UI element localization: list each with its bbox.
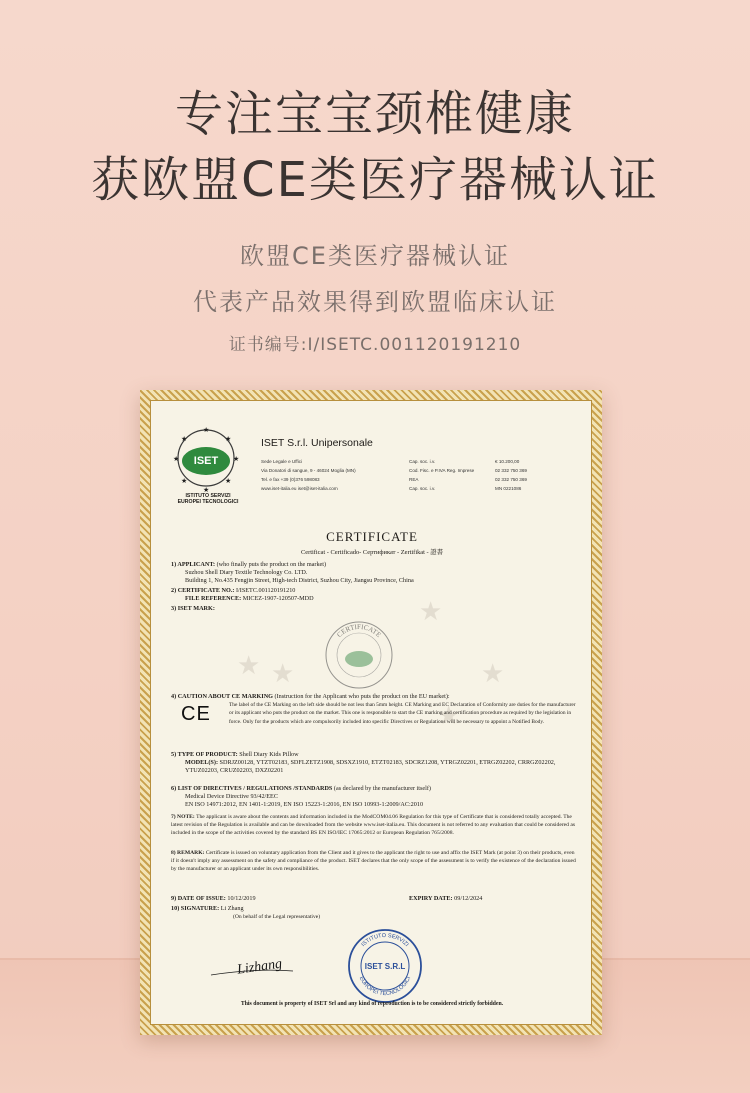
seal-text: CERTIFICATE	[335, 622, 383, 640]
background-star-icon: ★	[419, 597, 443, 627]
certificate-title: CERTIFICATE	[326, 529, 418, 544]
certificate-frame	[140, 390, 602, 1035]
section-applicant: 1) APPLICANT: (who finally puts the product on the market) Suzhou Shell Diary Textile Technology Co. LTD. Building 1, No.435 Fengjin Street, High-tech District, Suzhou City, Jiangsu Province, China	[171, 561, 414, 585]
svg-text:CERTIFICATE	[335, 623, 382, 639]
background-star-icon: ★	[437, 701, 461, 731]
svg-text:★: ★	[233, 455, 240, 463]
subtitle-line1: 欧盟CE类医疗器械认证	[240, 242, 510, 270]
header-address-column: Sede Legale e Uffici Via Donatori di sangue, 9 - 46024 Moglia (MN) Tel. e fax +39 (0)376 598083 www.iset-italia.eu iset@iset-italia.com	[261, 459, 356, 491]
svg-text:ISET S.R.L: ISET S.R.L	[364, 962, 406, 971]
subtitle-line2: 代表产品效果得到欧盟临床认证	[193, 288, 557, 316]
certificate-number-caption: 证书编号:I/ISETC.001120191210	[228, 335, 522, 355]
iset-logo-icon	[169, 423, 243, 493]
logo-caption: ISTITUTO SERVIZI EUROPEI TECNOLOGICI	[177, 493, 239, 506]
svg-text:★: ★	[203, 426, 210, 434]
background-star-icon: ★	[481, 659, 505, 689]
header-registry-labels: Cap. soc. i.v. Cod. Fisc. e P.IVA Reg. Imprese REA Cap. soc. i.v.	[409, 459, 475, 491]
section-iset-mark: 3) ISET MARK:	[171, 605, 215, 612]
section-ce-caution: 4) CAUTION ABOUT CE MARKING (Instruction for the Applicant who puts the product on the EU market): The label of the CE Marking on the left side should be not less than 5mm height. CE Marking and EC Declaration of Conformity are duties for the manufacturer or its applicant who puts the product on the market. This one is responsible to start the CE marking and certification procedure as required by the legislation in force. Only for the products which are compulsorily included into specific Directives or Regulations will be necessary to appoint a Notified Body.	[171, 693, 576, 725]
section-note: 7) NOTE: The applicant is aware about the contents and information included in the ModCOM04.06 Regulation for this type of Certificate that is considered totally accepted. The latest revision of the Regulation is available and can be downloaded from the website www.iset-italia.eu. This document is not referred to any evaluation that could be considered as included in the scope of the activities covered by the standard BS EN ISO/IEC 17065:2012 or European Regulation 765/2008.	[171, 814, 576, 837]
svg-text:Lizhang: Lizhang	[236, 956, 283, 978]
headline-line2: 获欧盟CE类医疗器械认证	[91, 152, 659, 208]
section-directives: 6) LIST OF DIRECTIVES / REGULATIONS /STANDARDS (as declared by the manufacturer itself) Medical Device Directive 93/42/EEC EN ISO 14971:2012, EN 1401-1:2019, EN ISO 15223-1:2016, EN ISO 10993-1:2009/AC:2010	[171, 785, 431, 809]
svg-text:★: ★	[203, 486, 210, 493]
svg-text:★: ★	[225, 477, 232, 485]
certificate-translations: Certificat - Certificado- Сертификат - Zertifikat - 證書	[300, 549, 444, 556]
certificate-paper	[150, 400, 592, 1025]
background-star-icon: ★	[237, 651, 261, 681]
svg-text:★: ★	[225, 435, 232, 443]
section-certificate-number: 2) CERTIFICATE NO.: I/ISETC.001120191210 FILE REFERENCE: MICEZ-1907-120507-MDD	[171, 587, 314, 603]
svg-text:★: ★	[181, 435, 188, 443]
ce-mark-icon: CE	[181, 703, 211, 725]
svg-text:★: ★	[181, 477, 188, 485]
headline-line1: 专注宝宝颈椎健康	[174, 86, 575, 142]
section-remark: 8) REMARK: Certificate is issued on voluntary application from the Client and it gives to the applicant the right to use and affix the ISET Mark (at point 3) on their products, even if it doesn't imply any assessment on the safety and compliance of the product. ISET declares that the only scope of the assessment is to verify the existence of the declaration issued by the manufacturer or an applicant under its own responsibilities.	[171, 850, 576, 873]
svg-text:ISTITUTO SERVIZI: ISTITUTO SERVIZI	[360, 932, 410, 949]
certificate-footer: This document is property of ISET Srl and any kind of reproduction is to be considered strictly forbidden.	[240, 1001, 504, 1007]
background-star-icon: ★	[271, 659, 295, 689]
section-signature: 10) SIGNATURE: Li Zhang (On behalf of the Legal representative)	[171, 905, 321, 921]
svg-text:★: ★	[173, 455, 180, 463]
svg-text:ISET: ISET	[193, 455, 219, 467]
issuer-company-name: ISET S.r.l. Unipersonale	[261, 437, 373, 449]
iset-official-stamp-icon	[347, 928, 423, 1004]
header-registry-values: € 10.200,00 02 332 750 369 02 332 750 369 MN 0221086	[495, 459, 527, 491]
svg-text:EUROPEI TECNOLOGICI: EUROPEI TECNOLOGICI	[357, 975, 413, 998]
section-dates: 9) DATE OF ISSUE: 10/12/2019 EXPIRY DATE: 09/12/2024	[171, 895, 483, 902]
handwritten-signature	[207, 941, 297, 985]
section-product-type: 5) TYPE OF PRODUCT: Shell Diary Kids Pillow MODEL(S): SDRJZ00128, YTZT02183, SDFLZETZ1908, SDSXZ1910, ETZT02183, SDCRZ1208, YTRGZ02201, ETRGZ02202, CRRGZ02202, YTUZ02203, CRUZ02203, DXZ02201	[171, 751, 556, 775]
iset-certificate-seal-icon	[323, 619, 395, 691]
